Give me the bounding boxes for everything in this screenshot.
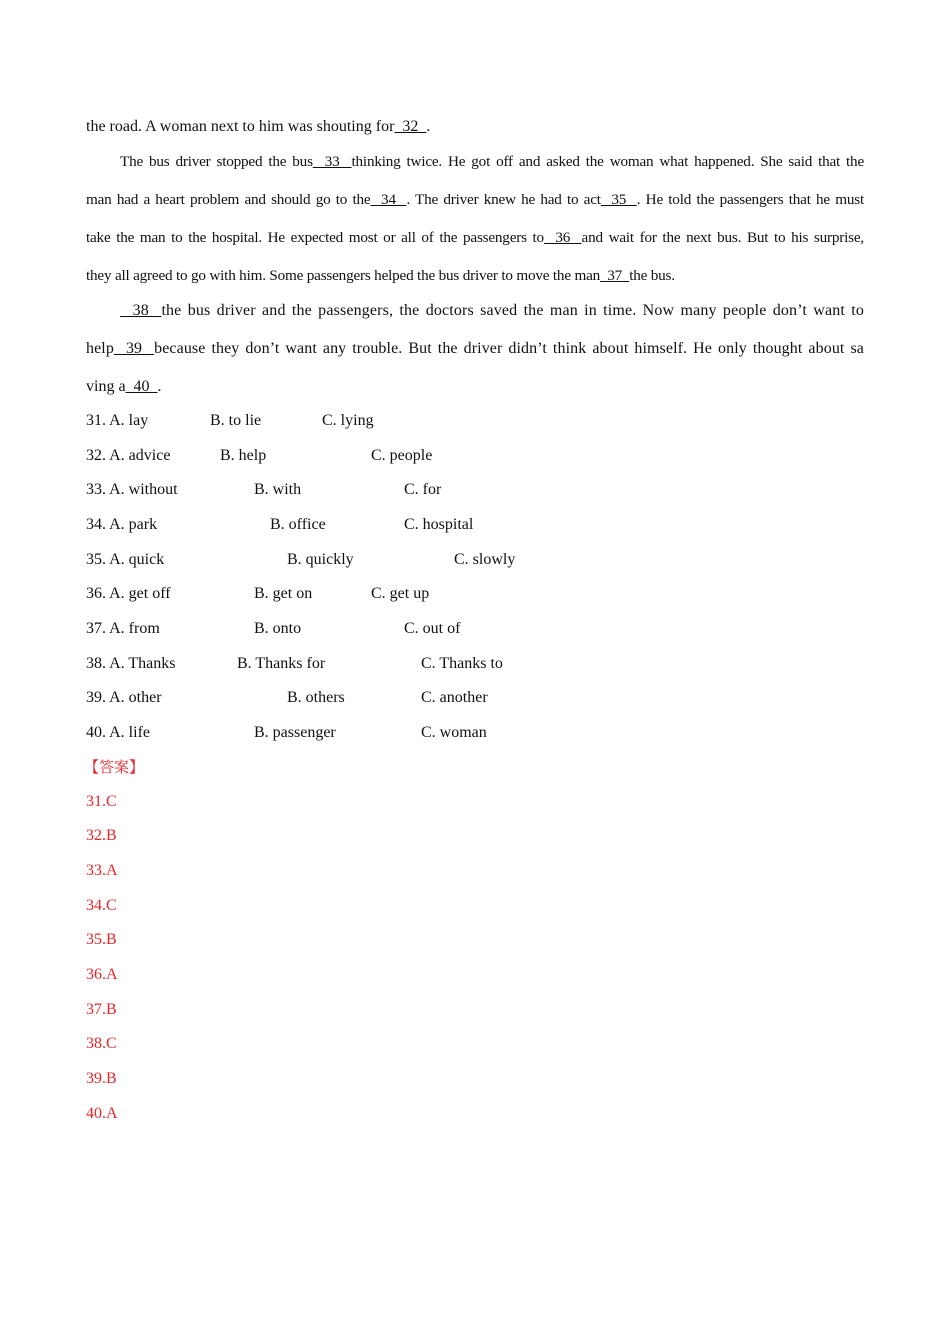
option-b: B. to lie <box>210 412 262 429</box>
option-c: C. hospital <box>404 516 474 533</box>
option-c: C. slowly <box>454 551 516 568</box>
passage-line-8 <box>86 377 864 397</box>
answer-36: 36.A <box>86 966 118 983</box>
option-c: C. out of <box>404 620 461 637</box>
option-c: C. people <box>371 447 433 464</box>
option-a: 33. A. without <box>86 481 178 498</box>
answer-37: 37.B <box>86 1001 117 1018</box>
answer-35: 35.B <box>86 931 117 948</box>
passage-line-4 <box>86 228 864 248</box>
passage-text: the bus driver and the passengers, the doctors saved the man in time. Now many people don’t want to <box>161 302 864 319</box>
passage-text: . <box>157 378 162 395</box>
option-a: 32. A. advice <box>86 447 171 464</box>
passage-text: the road. A woman next to him was shouting for <box>86 118 395 135</box>
option-b: B. onto <box>254 620 302 637</box>
option-b: B. passenger <box>254 724 336 741</box>
answer-31: 31.C <box>86 793 117 810</box>
passage-line-3 <box>86 190 864 210</box>
blank-34: 34 <box>370 191 407 208</box>
option-a: 36. A. get off <box>86 585 171 602</box>
answer-34: 34.C <box>86 897 117 914</box>
option-c: C. another <box>421 689 488 706</box>
option-b: B. with <box>254 481 302 498</box>
option-b: B. Thanks for <box>237 655 326 672</box>
option-a: 31. A. lay <box>86 412 149 429</box>
option-c: C. get up <box>371 585 430 602</box>
blank-37: 37 <box>600 267 630 284</box>
passage-text: . He told the passengers that he must <box>636 191 864 208</box>
passage-text: . The driver knew he had to act <box>406 191 601 208</box>
passage-text: and wait for the next bus. But to his surprise, <box>581 229 865 246</box>
option-a: 35. A. quick <box>86 551 165 568</box>
passage-line-6 <box>86 301 864 321</box>
passage-line-2 <box>86 152 864 172</box>
answers-header: 【答案】 <box>84 758 145 776</box>
blank-39: 39 <box>113 340 155 357</box>
option-c: C. woman <box>421 724 487 741</box>
option-c: C. Thanks to <box>421 655 503 672</box>
passage-line-7 <box>86 339 864 359</box>
option-b: B. office <box>270 516 326 533</box>
passage-text: . <box>426 118 431 135</box>
passage-text: help <box>86 340 114 357</box>
passage-line-5 <box>86 266 864 286</box>
option-a: 40. A. life <box>86 724 150 741</box>
answer-39: 39.B <box>86 1070 117 1087</box>
option-a: 39. A. other <box>86 689 162 706</box>
answer-38: 38.C <box>86 1035 117 1052</box>
option-a: 38. A. Thanks <box>86 655 176 672</box>
passage-text: The bus driver stopped the bus <box>120 153 313 170</box>
option-b: B. others <box>287 689 345 706</box>
passage-line-1 <box>86 117 864 137</box>
passage-text: ving a <box>86 378 126 395</box>
passage-text: man had a heart problem and should go to the <box>86 191 371 208</box>
option-b: B. help <box>220 447 267 464</box>
passage-text: take the man to the hospital. He expected most or all of the passengers to <box>86 229 544 246</box>
answer-40: 40.A <box>86 1105 118 1122</box>
answer-33: 33.A <box>86 862 118 879</box>
answer-32: 32.B <box>86 827 117 844</box>
option-b: B. get on <box>254 585 313 602</box>
blank-40: 40 <box>125 378 158 395</box>
blank-38: 38 <box>120 302 162 319</box>
passage-text: because they don’t want any trouble. But the driver didn’t think about himself. He only thought about sa <box>154 340 864 357</box>
passage-text: they all agreed to go with him. Some passengers helped the bus driver to move the man <box>86 267 601 284</box>
passage-text: the bus. <box>629 267 675 284</box>
option-c: C. lying <box>322 412 374 429</box>
option-a: 34. A. park <box>86 516 158 533</box>
blank-35: 35 <box>600 191 637 208</box>
option-a: 37. A. from <box>86 620 160 637</box>
blank-33: 33 <box>312 153 352 170</box>
blank-32: 32 <box>394 118 427 135</box>
option-b: B. quickly <box>287 551 354 568</box>
option-c: C. for <box>404 481 442 498</box>
passage-text: thinking twice. He got off and asked the woman what happened. She said that the <box>351 153 864 170</box>
blank-36: 36 <box>543 229 582 246</box>
